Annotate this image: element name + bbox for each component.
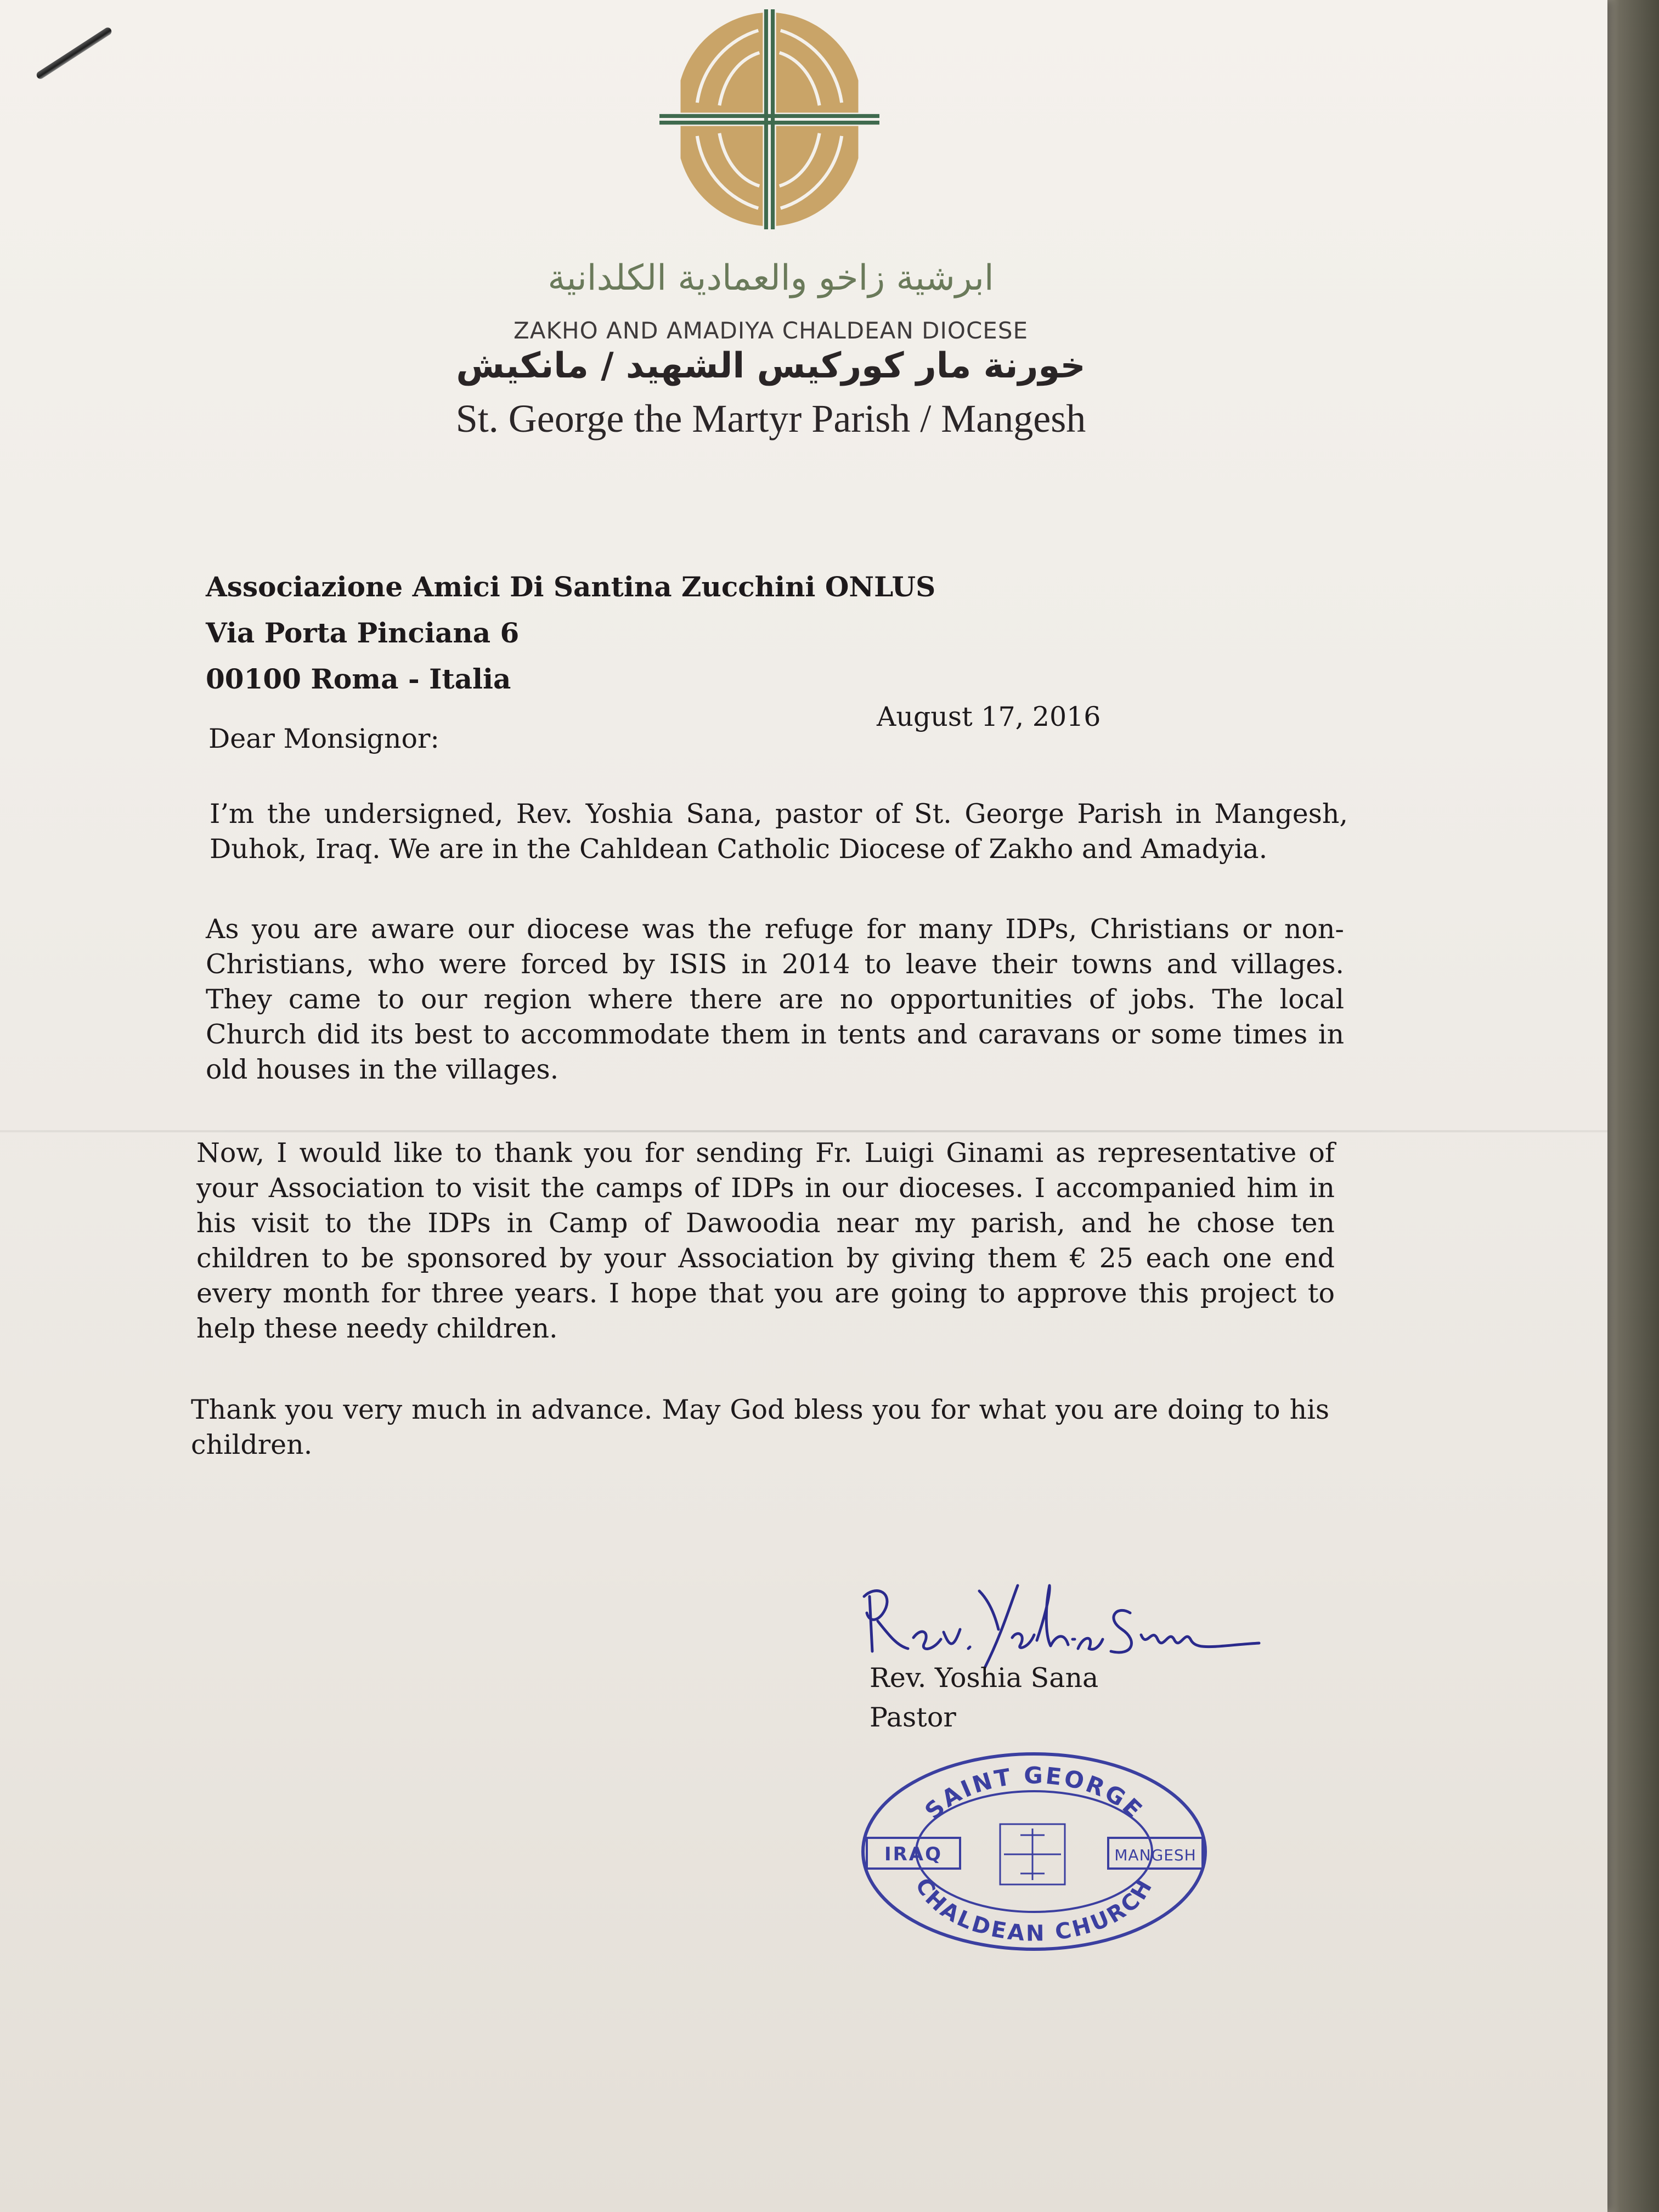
svg-text:SAINT GEORGE — [919, 1762, 1149, 1825]
body-paragraph-1: I’m the undersigned, Rev. Yoshia Sana, pastor of St. George Parish in Mangesh, Duhok, Iraq. We are in the Cahldean Catholic Diocese of Zakho and Amadyia. — [210, 798, 1348, 865]
signer-title: Pastor — [870, 1702, 956, 1733]
stamp-bottom-text: CHALDEAN CHURCH — [910, 1874, 1159, 1946]
letter-date: August 17, 2016 — [877, 701, 1101, 732]
parish-stamp — [856, 1747, 1212, 1956]
stamp-right-text: MANGESH — [1114, 1846, 1197, 1864]
diocese-name: ZAKHO AND AMADIYA CHALDEAN DIOCESE — [513, 317, 1029, 344]
body-paragraph-4: Thank you very much in advance. May God bless you for what you are doing to his children. — [191, 1394, 1329, 1460]
diocese-arabic-name: ابرشية زاخو والعمادية الكلدانية — [548, 258, 994, 298]
salutation: Dear Monsignor: — [208, 723, 439, 754]
parish-arabic-name: خورنة مار كوركيس الشهيد / مانكيش — [456, 346, 1086, 386]
recipient-street: Via Porta Pinciana 6 — [206, 617, 520, 649]
recipient-address — [206, 564, 1248, 702]
stamp-top-text: SAINT GEORGE — [919, 1762, 1149, 1825]
body-paragraph-2: As you are aware our diocese was the refuge for many IDPs, Christians or non-Christians, who were forced by ISIS in 2014 to leave their towns and villages. They came to our region where there are no opportunities of jobs. The local Church did its best to accommodate them in tents and caravans or some times in old houses in the villages. — [206, 913, 1344, 1085]
body-paragraph-3: Now, I would like to thank you for sending Fr. Luigi Ginami as representative of your Association to visit the camps of IDPs in our dioceses. I accompanied him in his visit to the IDPs in Camp of Dawoodia near my parish, and he chose ten children to be sponsored by your Association by giving them € 25 each one end every month for three years. I hope that you are going to approve this project to help these needy children. — [196, 1137, 1335, 1344]
recipient-city: 00100 Roma - Italia — [206, 663, 511, 695]
recipient-organization: Associazione Amici Di Santina Zucchini ONLUS — [206, 571, 936, 603]
parish-name: St. George the Martyr Parish / Mangesh — [455, 397, 1086, 441]
stamp-left-text: IRAQ — [884, 1843, 943, 1865]
diocese-logo — [658, 8, 881, 230]
signer-name: Rev. Yoshia Sana — [870, 1662, 1099, 1694]
paper-fold — [0, 1130, 1607, 1132]
